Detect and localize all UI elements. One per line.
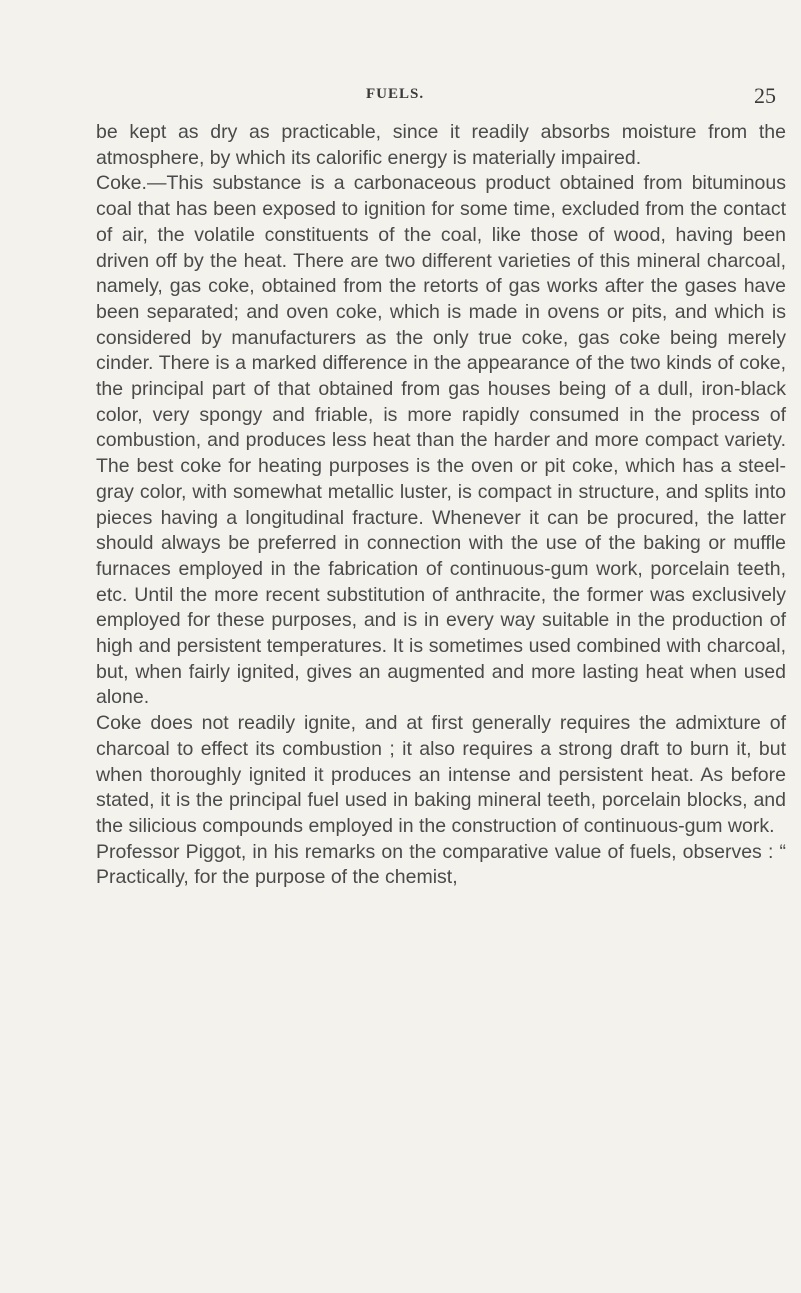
section-heading-coke: Coke. (96, 172, 147, 195)
paragraph-1: be kept as dry as practicable, since it readily absorbs moisture from the atmosphere, by which its calorific energy is materially impaired. (96, 121, 786, 169)
paragraph-2 (96, 171, 786, 711)
running-head-title: FUELS. (366, 86, 425, 102)
running-head (96, 83, 786, 116)
body-text (96, 120, 786, 891)
page-number: 25 (754, 83, 776, 108)
paragraph-4: Professor Piggot, in his remarks on the comparative value of fuels, observes : “ Practically, for the purpose of the chemist, (96, 840, 786, 889)
paragraph-2-text: —This substance is a carbonaceous product obtained from bituminous coal that has been exposed to ignition for some time, excluded from the contact of air, the volatile constituents of the coal, like those of wood, having been driven off by the heat. There are two different varieties of this mineral charcoal, namely, gas coke, obtained from the retorts of gas works after the gases have been separated; and oven coke, which is made in ovens or pits, and which is considered by manufacturers as the only true coke, gas coke being merely cinder. There is a marked difference in the appearance of the two kinds of coke, the principal part of that obtained from gas houses being of a dull, iron-black color, very spongy and friable, is more rapidly consumed in the process of combustion, and produces less heat than the harder and more compact variety. The best coke for heating purposes is the oven or pit coke, which has a steel-gray color, with somewhat metallic luster, is compact in structure, and splits into pieces having a longitudinal fracture. Whenever it can be procured, the latter should always be preferred in connection with the use of the baking or muffle furnaces employed in the fabrication of continuous-gum work, porcelain teeth, etc. Until the more recent substitution of anthracite, the former was exclusively employed for these purposes, and is in every way suitable in the production of high and persistent temperatures. It is sometimes used combined with charcoal, but, when fairly ignited, gives an augmented and more lasting heat when used alone. (96, 172, 786, 709)
paragraph-3: Coke does not readily ignite, and at first generally requires the admixture of charcoal to effect its combustion ; it also requires a strong draft to burn it, but when thoroughly ignited it produces an intense and persistent heat. As before stated, it is the principal fuel used in baking mineral teeth, porcelain blocks, and the silicious compounds employed in the construction of continuous-gum work. (96, 712, 786, 837)
